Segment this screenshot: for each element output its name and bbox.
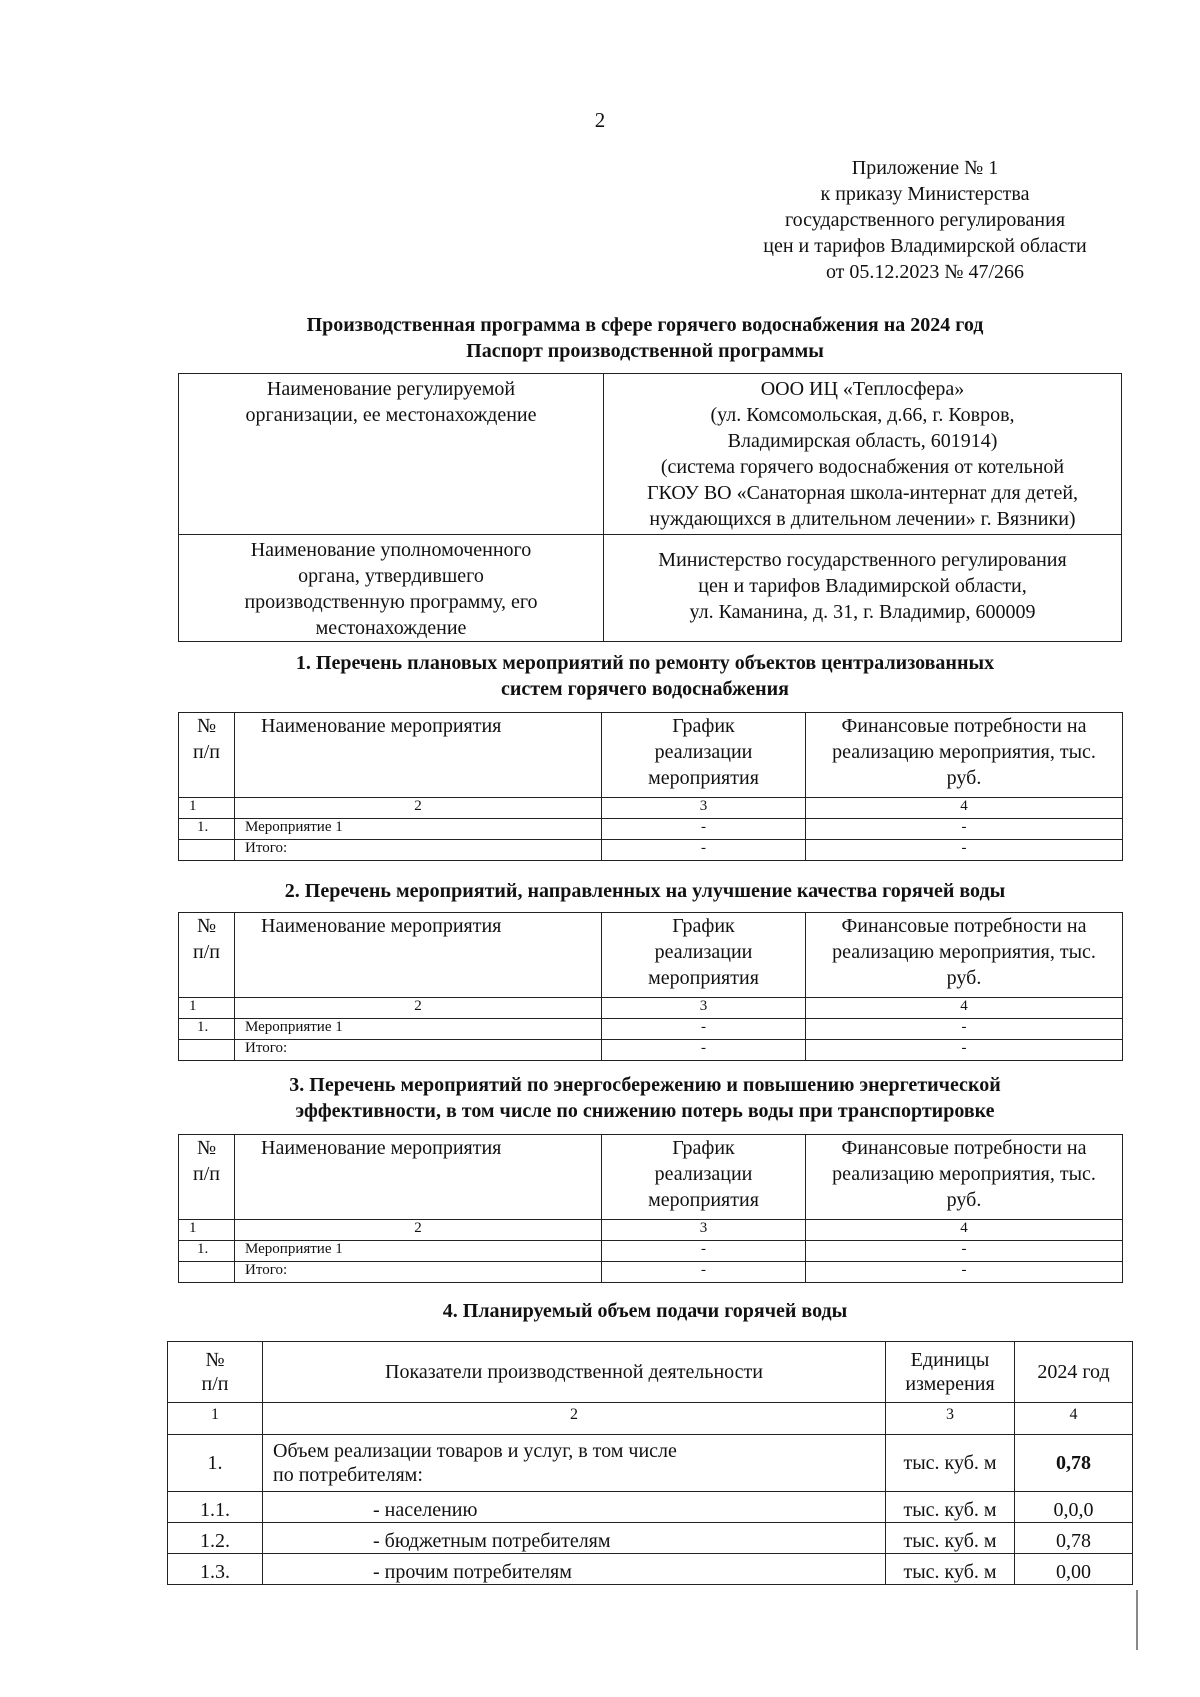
table-header-row — [168, 1342, 1133, 1403]
header-cell-indicator: Показатели производственной деятельности — [263, 1342, 886, 1403]
cell-line: (ул. Комсомольская, д.66, г. Ковров, — [710, 404, 1015, 426]
table-row — [179, 1019, 1123, 1040]
row-name: - прочим потребителям — [263, 1554, 886, 1585]
row-schedule: - — [602, 1019, 806, 1040]
cell-line: реализацию мероприятия, тыс. — [832, 941, 1096, 963]
index-cell: 3 — [602, 1220, 806, 1241]
row-schedule: - — [602, 1241, 806, 1262]
cell-line: мероприятия — [648, 767, 759, 789]
passport-table — [178, 373, 1122, 642]
header-cell-number — [179, 1135, 235, 1220]
index-cell: 4 — [806, 998, 1123, 1019]
cell-line: цен и тарифов Владимирской области, — [698, 575, 1027, 597]
cell-line: реализации — [654, 1163, 753, 1185]
row-name: Мероприятие 1 — [235, 1241, 602, 1262]
cell-line: руб. — [946, 967, 982, 989]
row-number: 1.2. — [168, 1523, 263, 1554]
cell-line: График — [672, 715, 735, 737]
cell-line: № — [196, 715, 217, 737]
cell-line: Объем реализации товаров и услуг, в том числе — [273, 1440, 677, 1462]
cell-line: производственную программу, его — [244, 591, 538, 613]
cell-line: ГКОУ ВО «Санаторная школа-интернат для детей, — [646, 482, 1079, 504]
document-title — [160, 312, 1130, 364]
header-cell-finance — [806, 1135, 1123, 1220]
cell-line: График — [672, 915, 735, 937]
title-line: 2. Перечень мероприятий, направленных на улучшение качества горячей воды — [284, 880, 1006, 902]
table-total-row — [179, 840, 1123, 861]
page-number: 2 — [594, 108, 606, 132]
section-2-title — [160, 878, 1130, 904]
table-index-row — [168, 1403, 1133, 1435]
index-cell: 1 — [168, 1403, 263, 1435]
row-value: 0,00 — [1015, 1554, 1133, 1585]
header-cell-schedule — [602, 713, 806, 798]
cell-line: органа, утвердившего — [298, 565, 484, 587]
cell-line: нуждающихся в длительном лечении» г. Вязники) — [649, 508, 1076, 530]
cell-line: по потребителям: — [273, 1464, 423, 1486]
index-cell: 1 — [179, 998, 235, 1019]
title-line: Паспорт производственной программы — [466, 340, 824, 362]
header-cell-number — [179, 913, 235, 998]
empty-cell — [179, 1040, 235, 1061]
title-line: 4. Планируемый объем подачи горячей воды — [442, 1300, 848, 1322]
cell-line: № — [196, 915, 217, 937]
row-value: 0,78 — [1015, 1435, 1133, 1492]
table-row — [168, 1492, 1133, 1523]
title-line: эффективности, в том числе по снижению потерь воды при транспортировке — [295, 1100, 995, 1122]
appendix-line: государственного регулирования — [784, 209, 1066, 231]
cell-line: ул. Каманина, д. 31, г. Владимир, 600009 — [689, 601, 1036, 623]
cell-line: Владимирская область, 601914) — [727, 430, 998, 452]
cell-line: Наименование регулируемой — [266, 378, 516, 400]
header-cell-schedule — [602, 1135, 806, 1220]
cell-line: Единицы — [910, 1349, 990, 1371]
index-cell: 2 — [235, 798, 602, 819]
table-index-row — [179, 998, 1123, 1019]
cell-line: Наименование уполномоченного — [250, 539, 532, 561]
table-index-row — [179, 798, 1123, 819]
row-finance: - — [806, 1019, 1123, 1040]
total-label: Итого: — [235, 1040, 602, 1061]
index-cell: 4 — [1015, 1403, 1133, 1435]
row-name — [263, 1435, 886, 1492]
index-cell: 4 — [806, 798, 1123, 819]
header-cell-schedule — [602, 913, 806, 998]
index-cell: 3 — [602, 998, 806, 1019]
cell-line: Министерство государственного регулирования — [658, 549, 1067, 571]
cell-line: п/п — [201, 1373, 229, 1395]
index-cell: 3 — [602, 798, 806, 819]
empty-cell — [179, 1262, 235, 1283]
cell-line: (система горячего водоснабжения от котельной — [660, 456, 1065, 478]
row-number: 1.3. — [168, 1554, 263, 1585]
row-number: 1. — [179, 1019, 235, 1040]
header-cell-name — [235, 713, 602, 798]
passport-value-cell — [604, 374, 1122, 535]
cell-line: руб. — [946, 767, 982, 789]
total-label: Итого: — [235, 840, 602, 861]
cell-text: Наименование мероприятия — [261, 715, 502, 737]
table-header-row — [179, 1135, 1123, 1220]
header-cell-number — [179, 713, 235, 798]
row-finance: - — [806, 1241, 1123, 1262]
cell-line: реализацию мероприятия, тыс. — [832, 741, 1096, 763]
cell-line: п/п — [193, 741, 220, 763]
cell-line: реализации — [654, 941, 753, 963]
title-line: 3. Перечень мероприятий по энергосбережению и повышению энергетической — [289, 1074, 1001, 1096]
row-value: 0,78 — [1015, 1523, 1133, 1554]
cell-line: реализации — [654, 741, 753, 763]
cell-line: Финансовые потребности на — [841, 1137, 1087, 1159]
header-cell-name — [235, 1135, 602, 1220]
title-line: 1. Перечень плановых мероприятий по ремонту объектов централизованных — [295, 652, 995, 674]
title-line: систем горячего водоснабжения — [501, 678, 789, 700]
total-schedule: - — [602, 1262, 806, 1283]
table-total-row — [179, 1040, 1123, 1061]
header-cell-name — [235, 913, 602, 998]
title-line: Производственная программа в сфере горячего водоснабжения на 2024 год — [306, 314, 984, 336]
cell-line: п/п — [193, 1163, 220, 1185]
cell-line: местонахождение — [315, 617, 467, 639]
passport-label-cell — [179, 535, 604, 642]
cell-text: Наименование мероприятия — [261, 915, 502, 937]
row-number: 1.1. — [168, 1492, 263, 1523]
row-name: Мероприятие 1 — [235, 1019, 602, 1040]
scan-edge-mark — [1136, 1590, 1138, 1650]
row-schedule: - — [602, 819, 806, 840]
row-number: 1. — [179, 1241, 235, 1262]
row-number: 1. — [168, 1435, 263, 1492]
table-row — [168, 1523, 1133, 1554]
appendix-line: от 05.12.2023 № 47/266 — [825, 261, 1025, 283]
cell-line: измерения — [905, 1373, 995, 1395]
header-cell-finance — [806, 913, 1123, 998]
volume-table — [167, 1341, 1133, 1585]
index-cell: 2 — [235, 998, 602, 1019]
index-cell: 2 — [235, 1220, 602, 1241]
appendix-block — [725, 155, 1125, 285]
total-finance: - — [806, 1040, 1123, 1061]
appendix-line: цен и тарифов Владимирской области — [763, 235, 1087, 257]
cell-line: График — [672, 1137, 735, 1159]
passport-row-organization — [179, 374, 1122, 535]
total-label: Итого: — [235, 1262, 602, 1283]
index-cell: 1 — [179, 1220, 235, 1241]
row-unit: тыс. куб. м — [886, 1523, 1015, 1554]
section-1-title — [160, 650, 1130, 702]
section-4-title — [160, 1298, 1130, 1324]
row-value: 0,0,0 — [1015, 1492, 1133, 1523]
index-cell: 2 — [263, 1403, 886, 1435]
total-finance: - — [806, 840, 1123, 861]
cell-line: мероприятия — [648, 1189, 759, 1211]
table-row — [168, 1554, 1133, 1585]
row-name: - населению — [263, 1492, 886, 1523]
table-index-row — [179, 1220, 1123, 1241]
cell-line: реализацию мероприятия, тыс. — [832, 1163, 1096, 1185]
cell-line: организации, ее местонахождение — [245, 404, 537, 426]
cell-line: руб. — [946, 1189, 982, 1211]
section-3-title — [160, 1072, 1130, 1124]
table-header-row — [179, 713, 1123, 798]
row-number: 1. — [179, 819, 235, 840]
cell-line: Финансовые потребности на — [841, 915, 1087, 937]
empty-cell — [179, 840, 235, 861]
header-cell-finance — [806, 713, 1123, 798]
table-header-row — [179, 913, 1123, 998]
row-finance: - — [806, 819, 1123, 840]
index-cell: 1 — [179, 798, 235, 819]
cell-line: ООО ИЦ «Теплосфера» — [760, 378, 965, 400]
section-2-table — [178, 912, 1123, 1061]
passport-label-cell — [179, 374, 604, 535]
cell-line: № — [196, 1137, 217, 1159]
total-finance: - — [806, 1262, 1123, 1283]
index-cell: 3 — [886, 1403, 1015, 1435]
cell-line: № — [205, 1349, 225, 1371]
total-schedule: - — [602, 840, 806, 861]
total-schedule: - — [602, 1040, 806, 1061]
header-cell-number — [168, 1342, 263, 1403]
table-row — [179, 819, 1123, 840]
cell-line: п/п — [193, 941, 220, 963]
row-unit: тыс. куб. м — [886, 1435, 1015, 1492]
table-total-row — [179, 1262, 1123, 1283]
table-row — [179, 1241, 1123, 1262]
row-unit: тыс. куб. м — [886, 1554, 1015, 1585]
index-cell: 4 — [806, 1220, 1123, 1241]
row-unit: тыс. куб. м — [886, 1492, 1015, 1523]
row-name: Мероприятие 1 — [235, 819, 602, 840]
cell-line: мероприятия — [648, 967, 759, 989]
section-3-table — [178, 1134, 1123, 1283]
table-row — [168, 1435, 1133, 1492]
appendix-line: к приказу Министерства — [820, 183, 1030, 205]
cell-line: Финансовые потребности на — [841, 715, 1087, 737]
appendix-line: Приложение № 1 — [851, 157, 999, 179]
cell-text: Наименование мероприятия — [261, 1137, 502, 1159]
passport-row-authority — [179, 535, 1122, 642]
header-cell-year: 2024 год — [1015, 1342, 1133, 1403]
passport-value-cell — [604, 535, 1122, 642]
header-cell-unit — [886, 1342, 1015, 1403]
section-1-table — [178, 712, 1123, 861]
row-name: - бюджетным потребителям — [263, 1523, 886, 1554]
